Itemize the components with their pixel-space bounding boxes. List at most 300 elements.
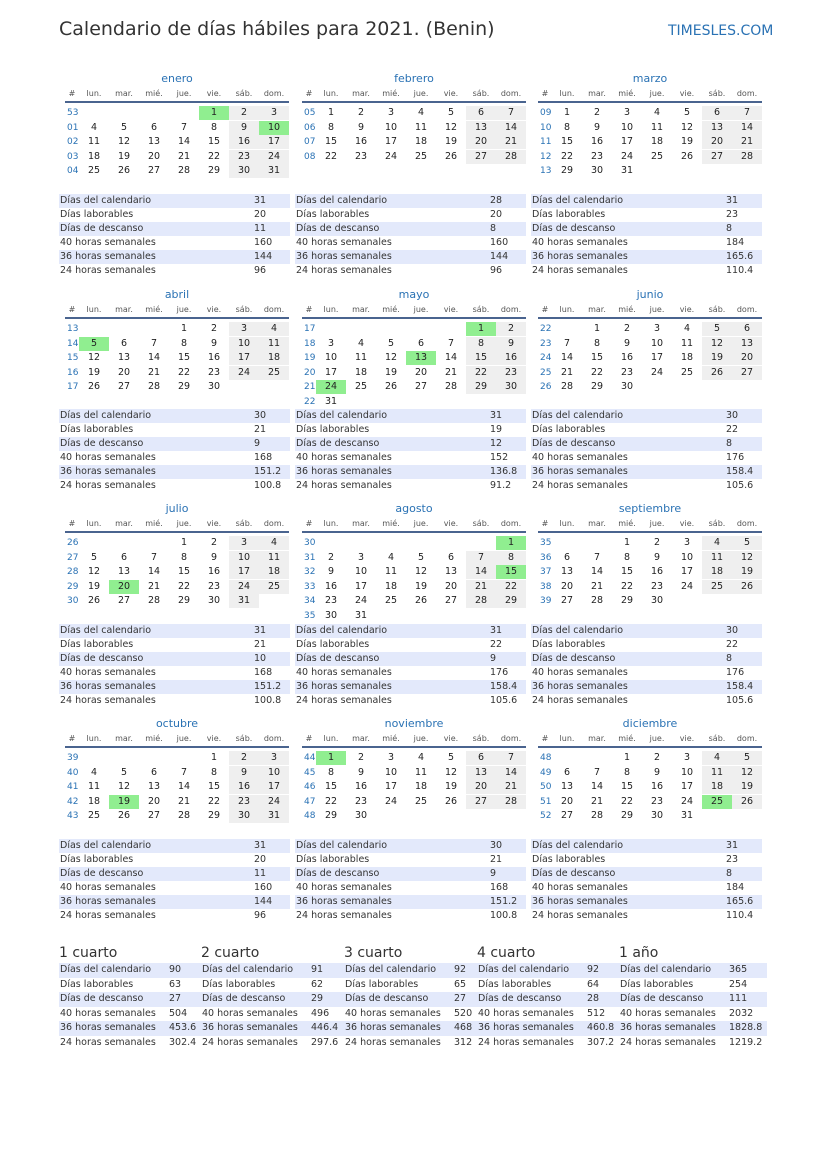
day-cell[interactable]: 23 [324, 595, 338, 606]
day-cell[interactable]: 12 [680, 121, 694, 133]
day-cell[interactable]: 23 [354, 150, 368, 162]
day-cell[interactable]: 5 [120, 766, 128, 778]
day-cell[interactable]: 16 [620, 352, 634, 363]
day-cell[interactable]: 22 [496, 580, 526, 594]
day-cell[interactable]: 31 [229, 594, 259, 608]
day-cell[interactable]: 20 [147, 150, 161, 162]
day-cell[interactable]: 18 [87, 795, 101, 807]
day-cell[interactable]: 5 [387, 337, 395, 349]
day-cell[interactable]: 30 [590, 165, 604, 176]
day-cell[interactable]: 30 [354, 810, 368, 821]
day-cell[interactable]: 19 [680, 136, 694, 147]
day-cell[interactable]: 27 [117, 381, 131, 392]
day-cell[interactable]: 5 [732, 751, 762, 765]
day-cell[interactable]: 26 [680, 150, 694, 162]
day-cell[interactable]: 14 [466, 565, 496, 579]
day-cell[interactable]: 14 [147, 352, 161, 363]
day-cell[interactable]: 21 [590, 795, 604, 807]
day-cell[interactable]: 20 [414, 366, 428, 378]
day-cell[interactable]: 3 [327, 337, 335, 349]
day-cell[interactable]: 1 [180, 537, 188, 548]
day-cell[interactable]: 8 [496, 551, 526, 565]
day-cell[interactable]: 18 [259, 351, 289, 365]
day-cell[interactable]: 26 [732, 795, 762, 809]
day-cell[interactable]: 25 [384, 595, 398, 606]
day-cell[interactable]: 24 [354, 595, 368, 606]
day-cell[interactable]: 17 [259, 780, 289, 794]
day-cell[interactable]: 5 [417, 551, 425, 563]
day-cell[interactable]: 13 [732, 337, 762, 351]
day-cell[interactable]: 8 [180, 337, 188, 349]
day-cell[interactable]: 9 [357, 121, 365, 133]
day-cell[interactable]: 9 [653, 551, 661, 563]
day-cell[interactable]: 12 [117, 781, 131, 792]
day-cell[interactable]: 30 [496, 380, 526, 394]
day-cell[interactable]: 2 [357, 107, 365, 118]
day-cell[interactable]: 13 [466, 766, 496, 780]
day-cell[interactable]: 14 [496, 121, 526, 135]
day-cell[interactable]: 10 [650, 337, 664, 349]
day-cell[interactable]: 4 [387, 551, 395, 563]
day-cell[interactable]: 24 [316, 380, 346, 394]
day-cell[interactable]: 30 [620, 381, 634, 392]
day-cell[interactable]: 25 [259, 580, 289, 594]
day-cell[interactable]: 2 [653, 537, 661, 548]
day-cell[interactable]: 6 [466, 751, 496, 765]
day-cell[interactable]: 6 [466, 106, 496, 120]
day-cell[interactable]: 31 [354, 609, 368, 621]
day-cell[interactable]: 26 [732, 580, 762, 594]
day-cell[interactable]: 1 [593, 323, 601, 334]
day-cell[interactable]: 3 [259, 106, 289, 120]
day-cell[interactable]: 4 [357, 337, 365, 349]
day-cell[interactable]: 19 [87, 580, 101, 592]
day-cell[interactable]: 5 [90, 551, 98, 563]
day-cell[interactable]: 14 [590, 566, 604, 577]
day-cell[interactable]: 15 [560, 136, 574, 147]
day-cell[interactable]: 29 [324, 810, 338, 821]
day-cell[interactable]: 2 [327, 551, 335, 563]
day-cell[interactable]: 22 [324, 150, 338, 162]
day-cell[interactable]: 29 [496, 594, 526, 608]
day-cell[interactable]: 8 [210, 121, 218, 133]
day-cell[interactable]: 16 [650, 566, 664, 577]
day-cell[interactable]: 17 [229, 351, 259, 365]
day-cell[interactable]: 24 [259, 150, 289, 164]
day-cell[interactable]: 21 [590, 580, 604, 592]
day-cell[interactable]: 13 [702, 121, 732, 135]
day-cell[interactable]: 9 [653, 766, 661, 778]
day-cell[interactable]: 19 [444, 781, 458, 792]
day-cell[interactable]: 1 [180, 323, 188, 334]
day-cell[interactable]: 9 [229, 121, 259, 135]
day-cell[interactable]: 10 [680, 766, 694, 778]
day-cell[interactable]: 12 [702, 337, 732, 351]
day-cell[interactable]: 22 [590, 366, 604, 378]
day-cell[interactable]: 2 [357, 752, 365, 763]
day-cell[interactable]: 14 [590, 781, 604, 792]
day-cell[interactable]: 26 [87, 595, 101, 606]
day-cell[interactable]: 29 [620, 595, 634, 606]
day-cell[interactable]: 8 [466, 337, 496, 351]
day-cell[interactable]: 28 [177, 810, 191, 821]
day-cell[interactable]: 25 [680, 366, 694, 378]
day-cell[interactable]: 20 [702, 135, 732, 149]
day-cell[interactable]: 26 [384, 381, 398, 392]
day-cell[interactable]: 10 [259, 121, 289, 135]
day-cell[interactable]: 27 [560, 810, 574, 821]
day-cell[interactable]: 6 [150, 121, 158, 133]
day-cell[interactable]: 6 [732, 322, 762, 336]
day-cell[interactable]: 20 [732, 351, 762, 365]
day-cell[interactable]: 15 [207, 781, 221, 792]
day-cell[interactable]: 23 [650, 795, 664, 807]
day-cell[interactable]: 1 [466, 322, 496, 336]
day-cell[interactable]: 7 [150, 337, 158, 349]
day-cell[interactable]: 9 [357, 766, 365, 778]
day-cell[interactable]: 5 [120, 121, 128, 133]
day-cell[interactable]: 22 [560, 150, 574, 162]
day-cell[interactable]: 26 [702, 366, 732, 380]
day-cell[interactable]: 6 [417, 337, 425, 349]
day-cell[interactable]: 19 [732, 780, 762, 794]
day-cell[interactable]: 22 [177, 366, 191, 378]
day-cell[interactable]: 27 [414, 381, 428, 392]
day-cell[interactable]: 10 [259, 766, 289, 780]
day-cell[interactable]: 11 [259, 337, 289, 351]
day-cell[interactable]: 8 [180, 551, 188, 563]
day-cell[interactable]: 14 [496, 766, 526, 780]
day-cell[interactable]: 12 [732, 551, 762, 565]
day-cell[interactable]: 25 [354, 381, 368, 392]
day-cell[interactable]: 18 [384, 580, 398, 592]
day-cell[interactable]: 11 [702, 766, 732, 780]
day-cell[interactable]: 25 [414, 150, 428, 162]
day-cell[interactable]: 5 [447, 107, 455, 118]
day-cell[interactable]: 23 [620, 366, 634, 378]
day-cell[interactable]: 17 [384, 781, 398, 792]
day-cell[interactable]: 24 [650, 366, 664, 378]
day-cell[interactable]: 3 [683, 752, 691, 763]
day-cell[interactable]: 25 [702, 795, 732, 809]
day-cell[interactable]: 30 [650, 595, 664, 606]
day-cell[interactable]: 8 [327, 766, 335, 778]
day-cell[interactable]: 12 [414, 566, 428, 577]
day-cell[interactable]: 11 [680, 337, 694, 349]
site-link[interactable]: TIMESLES.COM [668, 23, 774, 39]
day-cell[interactable]: 2 [210, 323, 218, 334]
day-cell[interactable]: 29 [590, 381, 604, 392]
day-cell[interactable]: 31 [324, 395, 338, 407]
day-cell[interactable]: 1 [496, 536, 526, 550]
day-cell[interactable]: 23 [229, 795, 259, 809]
day-cell[interactable]: 2 [496, 322, 526, 336]
day-cell[interactable]: 23 [207, 366, 221, 378]
day-cell[interactable]: 17 [259, 135, 289, 149]
day-cell[interactable]: 4 [259, 322, 289, 336]
day-cell[interactable]: 9 [229, 766, 259, 780]
day-cell[interactable]: 23 [650, 580, 664, 592]
day-cell[interactable]: 17 [384, 136, 398, 147]
day-cell[interactable]: 29 [207, 165, 221, 176]
day-cell[interactable]: 15 [496, 565, 526, 579]
day-cell[interactable]: 19 [109, 795, 139, 809]
day-cell[interactable]: 5 [732, 536, 762, 550]
day-cell[interactable]: 29 [466, 380, 496, 394]
day-cell[interactable]: 6 [120, 551, 128, 563]
day-cell[interactable]: 26 [414, 595, 428, 606]
day-cell[interactable]: 8 [623, 551, 631, 563]
day-cell[interactable]: 6 [150, 766, 158, 778]
day-cell[interactable]: 3 [683, 537, 691, 548]
day-cell[interactable]: 28 [147, 595, 161, 606]
day-cell[interactable]: 11 [414, 766, 428, 778]
day-cell[interactable]: 10 [229, 337, 259, 351]
day-cell[interactable]: 22 [620, 580, 634, 592]
day-cell[interactable]: 1 [199, 106, 229, 120]
day-cell[interactable]: 24 [680, 580, 694, 592]
day-cell[interactable]: 5 [683, 107, 691, 118]
day-cell[interactable]: 21 [444, 366, 458, 378]
day-cell[interactable]: 24 [680, 795, 694, 807]
day-cell[interactable]: 21 [496, 780, 526, 794]
day-cell[interactable]: 22 [620, 795, 634, 807]
day-cell[interactable]: 24 [384, 795, 398, 807]
day-cell[interactable]: 20 [466, 135, 496, 149]
day-cell[interactable]: 13 [147, 136, 161, 147]
day-cell[interactable]: 13 [444, 566, 458, 577]
day-cell[interactable]: 25 [702, 580, 732, 594]
day-cell[interactable]: 22 [324, 795, 338, 807]
day-cell[interactable]: 10 [620, 121, 634, 133]
day-cell[interactable]: 11 [650, 121, 664, 133]
day-cell[interactable]: 11 [259, 551, 289, 565]
day-cell[interactable]: 31 [620, 165, 634, 176]
day-cell[interactable]: 27 [466, 795, 496, 809]
day-cell[interactable]: 2 [623, 323, 631, 334]
day-cell[interactable]: 2 [593, 107, 601, 118]
day-cell[interactable]: 3 [387, 107, 395, 118]
day-cell[interactable]: 9 [327, 566, 335, 577]
day-cell[interactable]: 18 [702, 565, 732, 579]
day-cell[interactable]: 10 [384, 766, 398, 778]
day-cell[interactable]: 18 [680, 352, 694, 363]
day-cell[interactable]: 7 [180, 766, 188, 778]
day-cell[interactable]: 13 [117, 352, 131, 363]
day-cell[interactable]: 12 [384, 352, 398, 363]
day-cell[interactable]: 17 [229, 565, 259, 579]
day-cell[interactable]: 8 [327, 121, 335, 133]
day-cell[interactable]: 2 [210, 537, 218, 548]
day-cell[interactable]: 18 [87, 150, 101, 162]
day-cell[interactable]: 23 [496, 366, 526, 380]
day-cell[interactable]: 30 [324, 609, 338, 621]
day-cell[interactable]: 28 [560, 381, 574, 392]
day-cell[interactable]: 30 [207, 595, 221, 606]
day-cell[interactable]: 13 [147, 781, 161, 792]
day-cell[interactable]: 18 [259, 565, 289, 579]
day-cell[interactable]: 20 [147, 795, 161, 807]
day-cell[interactable]: 27 [147, 810, 161, 821]
day-cell[interactable]: 26 [444, 150, 458, 162]
day-cell[interactable]: 28 [590, 810, 604, 821]
day-cell[interactable]: 21 [177, 795, 191, 807]
day-cell[interactable]: 10 [384, 121, 398, 133]
day-cell[interactable]: 18 [354, 366, 368, 378]
day-cell[interactable]: 27 [560, 595, 574, 606]
day-cell[interactable]: 11 [87, 136, 101, 147]
day-cell[interactable]: 16 [496, 351, 526, 365]
day-cell[interactable]: 13 [560, 566, 574, 577]
day-cell[interactable]: 1 [210, 752, 218, 763]
day-cell[interactable]: 19 [444, 136, 458, 147]
day-cell[interactable]: 15 [620, 781, 634, 792]
day-cell[interactable]: 7 [593, 551, 601, 563]
day-cell[interactable]: 1 [327, 107, 335, 118]
day-cell[interactable]: 16 [207, 566, 221, 577]
day-cell[interactable]: 2 [229, 751, 259, 765]
day-cell[interactable]: 21 [466, 580, 496, 594]
day-cell[interactable]: 20 [466, 780, 496, 794]
day-cell[interactable]: 4 [259, 536, 289, 550]
day-cell[interactable]: 1 [316, 751, 346, 765]
day-cell[interactable]: 23 [229, 150, 259, 164]
day-cell[interactable]: 9 [210, 337, 218, 349]
day-cell[interactable]: 12 [87, 566, 101, 577]
day-cell[interactable]: 4 [702, 751, 732, 765]
day-cell[interactable]: 24 [229, 366, 259, 380]
day-cell[interactable]: 26 [117, 810, 131, 821]
day-cell[interactable]: 12 [444, 121, 458, 133]
day-cell[interactable]: 14 [444, 352, 458, 363]
day-cell[interactable]: 20 [444, 580, 458, 592]
day-cell[interactable]: 7 [466, 551, 496, 565]
day-cell[interactable]: 27 [732, 366, 762, 380]
day-cell[interactable]: 14 [177, 136, 191, 147]
day-cell[interactable]: 16 [207, 352, 221, 363]
day-cell[interactable]: 16 [354, 781, 368, 792]
day-cell[interactable]: 19 [414, 580, 428, 592]
day-cell[interactable]: 16 [650, 781, 664, 792]
day-cell[interactable]: 21 [147, 366, 161, 378]
day-cell[interactable]: 21 [147, 580, 161, 592]
day-cell[interactable]: 15 [177, 352, 191, 363]
day-cell[interactable]: 4 [90, 766, 98, 778]
day-cell[interactable]: 21 [560, 366, 574, 378]
day-cell[interactable]: 27 [466, 150, 496, 164]
day-cell[interactable]: 8 [210, 766, 218, 778]
day-cell[interactable]: 29 [177, 595, 191, 606]
day-cell[interactable]: 16 [324, 580, 338, 592]
day-cell[interactable]: 1 [563, 107, 571, 118]
day-cell[interactable]: 25 [414, 795, 428, 807]
day-cell[interactable]: 24 [259, 795, 289, 809]
day-cell[interactable]: 26 [444, 795, 458, 807]
day-cell[interactable]: 4 [417, 107, 425, 118]
day-cell[interactable]: 19 [732, 565, 762, 579]
day-cell[interactable]: 17 [680, 781, 694, 792]
day-cell[interactable]: 23 [207, 580, 221, 592]
day-cell[interactable]: 30 [229, 809, 259, 823]
day-cell[interactable]: 19 [87, 366, 101, 378]
day-cell[interactable]: 16 [354, 136, 368, 147]
day-cell[interactable]: 15 [324, 781, 338, 792]
day-cell[interactable]: 24 [620, 150, 634, 162]
day-cell[interactable]: 18 [414, 136, 428, 147]
day-cell[interactable]: 4 [417, 752, 425, 763]
day-cell[interactable]: 18 [702, 780, 732, 794]
day-cell[interactable]: 11 [87, 781, 101, 792]
day-cell[interactable]: 16 [229, 780, 259, 794]
day-cell[interactable]: 13 [560, 781, 574, 792]
day-cell[interactable]: 28 [177, 165, 191, 176]
day-cell[interactable]: 7 [180, 121, 188, 133]
day-cell[interactable]: 30 [207, 381, 221, 392]
day-cell[interactable]: 21 [496, 135, 526, 149]
day-cell[interactable]: 11 [384, 566, 398, 577]
day-cell[interactable]: 20 [117, 366, 131, 378]
day-cell[interactable]: 7 [447, 337, 455, 349]
day-cell[interactable]: 15 [466, 351, 496, 365]
day-cell[interactable]: 11 [702, 551, 732, 565]
day-cell[interactable]: 4 [653, 107, 661, 118]
day-cell[interactable]: 30 [650, 810, 664, 821]
day-cell[interactable]: 28 [444, 381, 458, 392]
day-cell[interactable]: 15 [590, 352, 604, 363]
day-cell[interactable]: 21 [177, 150, 191, 162]
day-cell[interactable]: 21 [732, 135, 762, 149]
day-cell[interactable]: 12 [87, 352, 101, 363]
day-cell[interactable]: 6 [563, 551, 571, 563]
day-cell[interactable]: 9 [496, 337, 526, 351]
day-cell[interactable]: 28 [466, 594, 496, 608]
day-cell[interactable]: 17 [680, 566, 694, 577]
day-cell[interactable]: 18 [650, 136, 664, 147]
day-cell[interactable]: 14 [560, 352, 574, 363]
day-cell[interactable]: 3 [623, 107, 631, 118]
day-cell[interactable]: 28 [147, 381, 161, 392]
day-cell[interactable]: 3 [357, 551, 365, 563]
day-cell[interactable]: 22 [177, 580, 191, 592]
day-cell[interactable]: 16 [229, 135, 259, 149]
day-cell[interactable]: 8 [593, 337, 601, 349]
day-cell[interactable]: 17 [354, 580, 368, 592]
day-cell[interactable]: 28 [496, 795, 526, 809]
day-cell[interactable]: 22 [466, 366, 496, 380]
day-cell[interactable]: 17 [650, 352, 664, 363]
day-cell[interactable]: 17 [620, 136, 634, 147]
day-cell[interactable]: 22 [207, 150, 221, 162]
day-cell[interactable]: 3 [229, 322, 259, 336]
day-cell[interactable]: 8 [623, 766, 631, 778]
day-cell[interactable]: 18 [414, 781, 428, 792]
day-cell[interactable]: 28 [496, 150, 526, 164]
day-cell[interactable]: 19 [702, 351, 732, 365]
day-cell[interactable]: 27 [147, 165, 161, 176]
day-cell[interactable]: 25 [87, 165, 101, 176]
day-cell[interactable]: 16 [590, 136, 604, 147]
day-cell[interactable]: 24 [384, 150, 398, 162]
day-cell[interactable]: 12 [117, 136, 131, 147]
day-cell[interactable]: 15 [620, 566, 634, 577]
day-cell[interactable]: 6 [702, 106, 732, 120]
day-cell[interactable]: 5 [447, 752, 455, 763]
day-cell[interactable]: 10 [680, 551, 694, 563]
day-cell[interactable]: 27 [444, 595, 458, 606]
day-cell[interactable]: 13 [406, 351, 436, 365]
day-cell[interactable]: 27 [702, 150, 732, 164]
day-cell[interactable]: 1 [623, 537, 631, 548]
